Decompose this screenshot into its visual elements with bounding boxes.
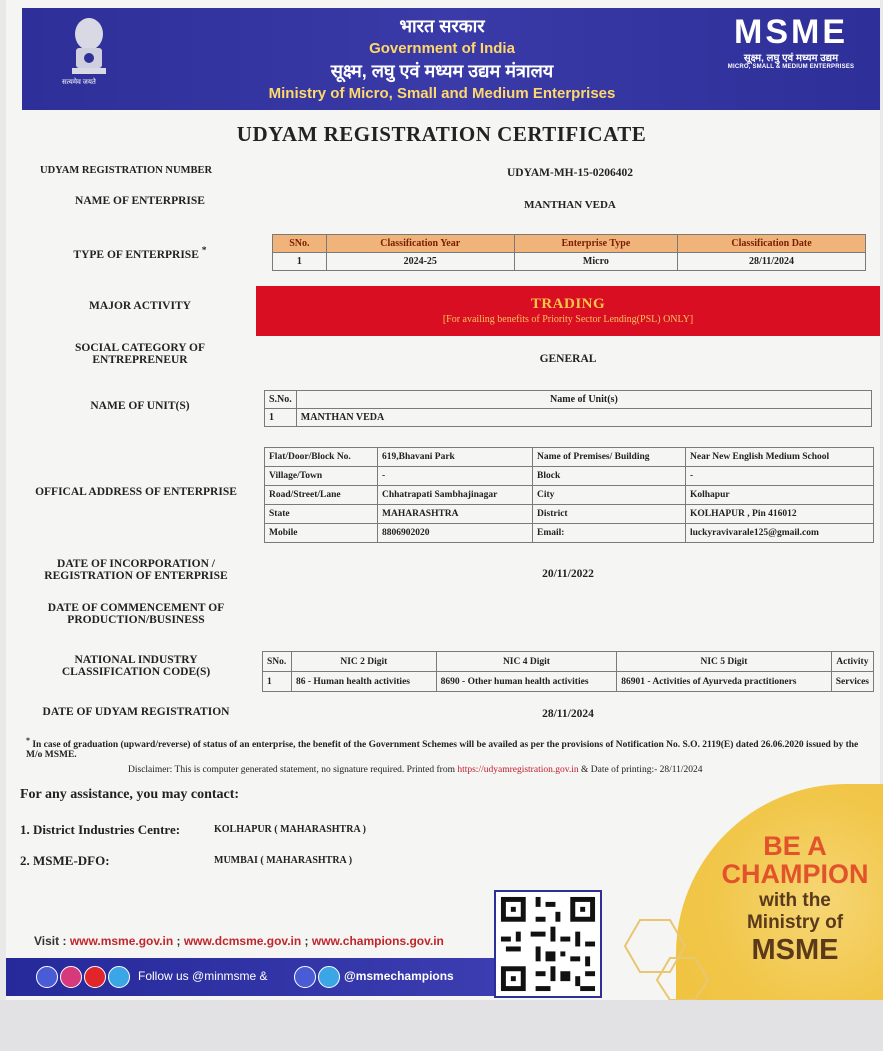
- type-td-year: 2024-25: [326, 253, 514, 271]
- address-table: [264, 447, 874, 543]
- major-activity-label: MAJOR ACTIVITY: [89, 300, 191, 312]
- nic-th-4digit: NIC 4 Digit: [436, 652, 617, 672]
- footnote-text: In case of graduation (upward/reverse) of status of an enterprise, the benefit of the Government Schemes will be availed as per the provisions of Notification No. S.O. 2119(E) dated 26.06.2020 issued by the M/o MSME.: [26, 740, 859, 761]
- twitter-icon-2[interactable]: [318, 966, 340, 988]
- type-th-year: Classification Year: [326, 235, 514, 253]
- qr-code-icon: [496, 892, 600, 996]
- msme-logo: [726, 14, 856, 70]
- link-msme[interactable]: www.msme.gov.in: [69, 934, 174, 948]
- addr-r1-c0: Village/Town: [265, 467, 378, 486]
- enterprise-type-star: *: [201, 245, 207, 256]
- disclaimer-date: & Date of printing:- 28/11/2024: [581, 765, 703, 775]
- incorporation-label-line2: REGISTRATION OF ENTERPRISE: [44, 570, 228, 582]
- nic-label-line1: NATIONAL INDUSTRY: [74, 654, 198, 666]
- nic-td-4digit: 8690 - Other human health activities: [436, 672, 617, 692]
- english-government: Government of India: [369, 40, 515, 57]
- dic-value: KOLHAPUR ( MAHARASHTRA ): [214, 824, 366, 835]
- addr-r2-c1: Chhatrapati Sambhajinagar: [378, 486, 533, 505]
- follow-text: Follow us @minmsme &: [138, 969, 268, 983]
- type-th-type: Enterprise Type: [514, 235, 677, 253]
- msme-logo-english: MICRO, SMALL & MEDIUM ENTERPRISES: [727, 64, 855, 70]
- address-label: OFFICAL ADDRESS OF ENTERPRISE: [35, 486, 237, 498]
- units-th-name: Name of Unit(s): [296, 391, 871, 409]
- reg-number-label: UDYAM REGISTRATION NUMBER: [40, 165, 213, 176]
- addr-r3-c0: State: [265, 505, 378, 524]
- instagram-icon[interactable]: [60, 966, 82, 988]
- units-table: [264, 390, 872, 427]
- nic-td-sno: 1: [263, 672, 292, 692]
- commencement-label-line1: DATE OF COMMENCEMENT OF: [47, 602, 225, 614]
- background-surface: [0, 1000, 883, 1051]
- certificate-title: UDYAM REGISTRATION CERTIFICATE: [236, 122, 647, 146]
- type-td-date: 28/11/2024: [678, 253, 866, 271]
- disclaimer-link[interactable]: https://udyamregistration.gov.in: [457, 765, 579, 775]
- header-text: [222, 14, 662, 102]
- qr-code: [494, 890, 602, 998]
- visit-sep-2: ;: [301, 934, 312, 948]
- addr-r4-c0: Mobile: [265, 524, 378, 543]
- addr-r3-c1: MAHARASHTRA: [378, 505, 533, 524]
- footnote-star: *: [26, 736, 30, 745]
- nic-td-5digit: 86901 - Activities of Ayurveda practitioners: [617, 672, 832, 692]
- commencement-label-line2: PRODUCTION/BUSINESS: [67, 614, 205, 626]
- follow-text-2: @msmechampions: [344, 969, 454, 983]
- nic-label-line2: CLASSIFICATION CODE(S): [61, 666, 211, 678]
- hexagon-pattern-icon: [600, 900, 710, 1000]
- disclaimer-text: Disclaimer: This is computer generated statement, no signature required. Printed from: [128, 765, 455, 775]
- units-th-sno: S.No.: [265, 391, 297, 409]
- champion-line3: with the: [759, 890, 831, 911]
- dic-label: 1. District Industries Centre:: [20, 822, 181, 837]
- header-banner: [22, 8, 880, 110]
- follow-bar: [6, 958, 494, 996]
- addr-r3-c2: District: [533, 505, 686, 524]
- addr-r0-c1: 619,Bhavani Park: [378, 448, 533, 467]
- addr-r0-c3: Near New English Medium School: [686, 448, 874, 467]
- nic-th-activity: Activity: [831, 652, 873, 672]
- msme-logo-hindi: सूक्ष्म, लघु एवं मध्यम उद्यम: [743, 53, 839, 64]
- champion-slogan: [700, 832, 883, 966]
- visit-links: [34, 934, 444, 948]
- champion-line1: BE A: [763, 831, 827, 861]
- nic-td-activity: Services: [831, 672, 873, 692]
- twitter-icon[interactable]: [108, 966, 130, 988]
- units-td-name: MANTHAN VEDA: [296, 409, 871, 427]
- udyam-date-label: DATE OF UDYAM REGISTRATION: [42, 706, 230, 718]
- incorporation-label: [24, 558, 248, 582]
- youtube-icon[interactable]: [84, 966, 106, 988]
- nic-th-2digit: NIC 2 Digit: [291, 652, 436, 672]
- link-dcmsme[interactable]: www.dcmsme.gov.in: [183, 934, 302, 948]
- assistance-heading: For any assistance, you may contact:: [20, 787, 240, 802]
- type-th-sno: SNo.: [273, 235, 327, 253]
- units-td-sno: 1: [265, 409, 297, 427]
- type-th-date: Classification Date: [678, 235, 866, 253]
- social-category-value: GENERAL: [539, 353, 597, 365]
- nic-label: [24, 654, 248, 678]
- enterprise-type-label: [40, 245, 240, 261]
- addr-r1-c1: -: [378, 467, 533, 486]
- english-ministry: Ministry of Micro, Small and Medium Enterprises: [268, 85, 616, 102]
- enterprise-name-label: NAME OF ENTERPRISE: [75, 195, 205, 207]
- reg-number-value: UDYAM-MH-15-0206402: [506, 167, 634, 179]
- incorporation-label-line1: DATE OF INCORPORATION /: [57, 558, 215, 570]
- link-champions[interactable]: www.champions.gov.in: [311, 934, 444, 948]
- social-category-label: [40, 342, 240, 366]
- addr-r4-c2: Email:: [533, 524, 686, 543]
- type-td-type: Micro: [514, 253, 677, 271]
- facebook-icon[interactable]: [36, 966, 58, 988]
- addr-r4-c3: luckyravivarale125@gmail.com: [686, 524, 874, 543]
- commencement-label: [24, 602, 248, 626]
- udyam-date-value: 28/11/2024: [542, 708, 594, 720]
- visit-sep-1: ;: [173, 934, 184, 948]
- msme-logo-text: MSME: [734, 13, 848, 51]
- major-activity-banner: [256, 286, 880, 336]
- addr-r0-c2: Name of Premises/ Building: [533, 448, 686, 467]
- nic-th-5digit: NIC 5 Digit: [617, 652, 832, 672]
- addr-r3-c3: KOLHAPUR , Pin 416012: [686, 505, 874, 524]
- hindi-ministry: सूक्ष्म, लघु एवं मध्यम उद्यम मंत्रालय: [330, 61, 554, 81]
- enterprise-name-value: MANTHAN VEDA: [524, 199, 616, 211]
- hindi-government: भारत सरकार: [399, 16, 485, 36]
- nic-td-2digit: 86 - Human health activities: [291, 672, 436, 692]
- addr-r1-c3: -: [686, 467, 874, 486]
- enterprise-type-label-text: TYPE OF ENTERPRISE: [73, 248, 199, 261]
- champion-line2: CHAMPION: [721, 859, 869, 889]
- nic-th-sno: SNo.: [263, 652, 292, 672]
- nic-table: [262, 651, 874, 692]
- addr-r2-c2: City: [533, 486, 686, 505]
- addr-r1-c2: Block: [533, 467, 686, 486]
- units-label: NAME OF UNIT(S): [90, 400, 190, 412]
- addr-r2-c3: Kolhapur: [686, 486, 874, 505]
- champion-line5: MSME: [751, 934, 839, 966]
- dfo-label: 2. MSME-DFO:: [20, 853, 110, 868]
- disclaimer: [128, 765, 703, 775]
- type-td-sno: 1: [273, 253, 327, 271]
- major-activity-value: TRADING: [530, 296, 606, 312]
- dfo-value: MUMBAI ( MAHARASHTRA ): [214, 855, 353, 866]
- visit-label: Visit :: [34, 934, 67, 948]
- addr-r2-c0: Road/Street/Lane: [265, 486, 378, 505]
- social-category-label-line2: ENTREPRENEUR: [92, 354, 188, 366]
- social-category-label-line1: SOCIAL CATEGORY OF: [75, 342, 205, 354]
- champion-line4: Ministry of: [746, 912, 844, 933]
- major-activity-note: [For availing benefits of Priority Sector Lending(PSL) ONLY]: [442, 314, 694, 325]
- incorporation-value: 20/11/2022: [542, 568, 594, 580]
- enterprise-type-table: [272, 234, 866, 271]
- facebook-icon-2[interactable]: [294, 966, 316, 988]
- emblem-caption: सत्यमेव जयते: [62, 78, 96, 86]
- graduation-footnote: [26, 736, 876, 760]
- addr-r4-c1: 8806902020: [378, 524, 533, 543]
- addr-r0-c0: Flat/Door/Block No.: [265, 448, 378, 467]
